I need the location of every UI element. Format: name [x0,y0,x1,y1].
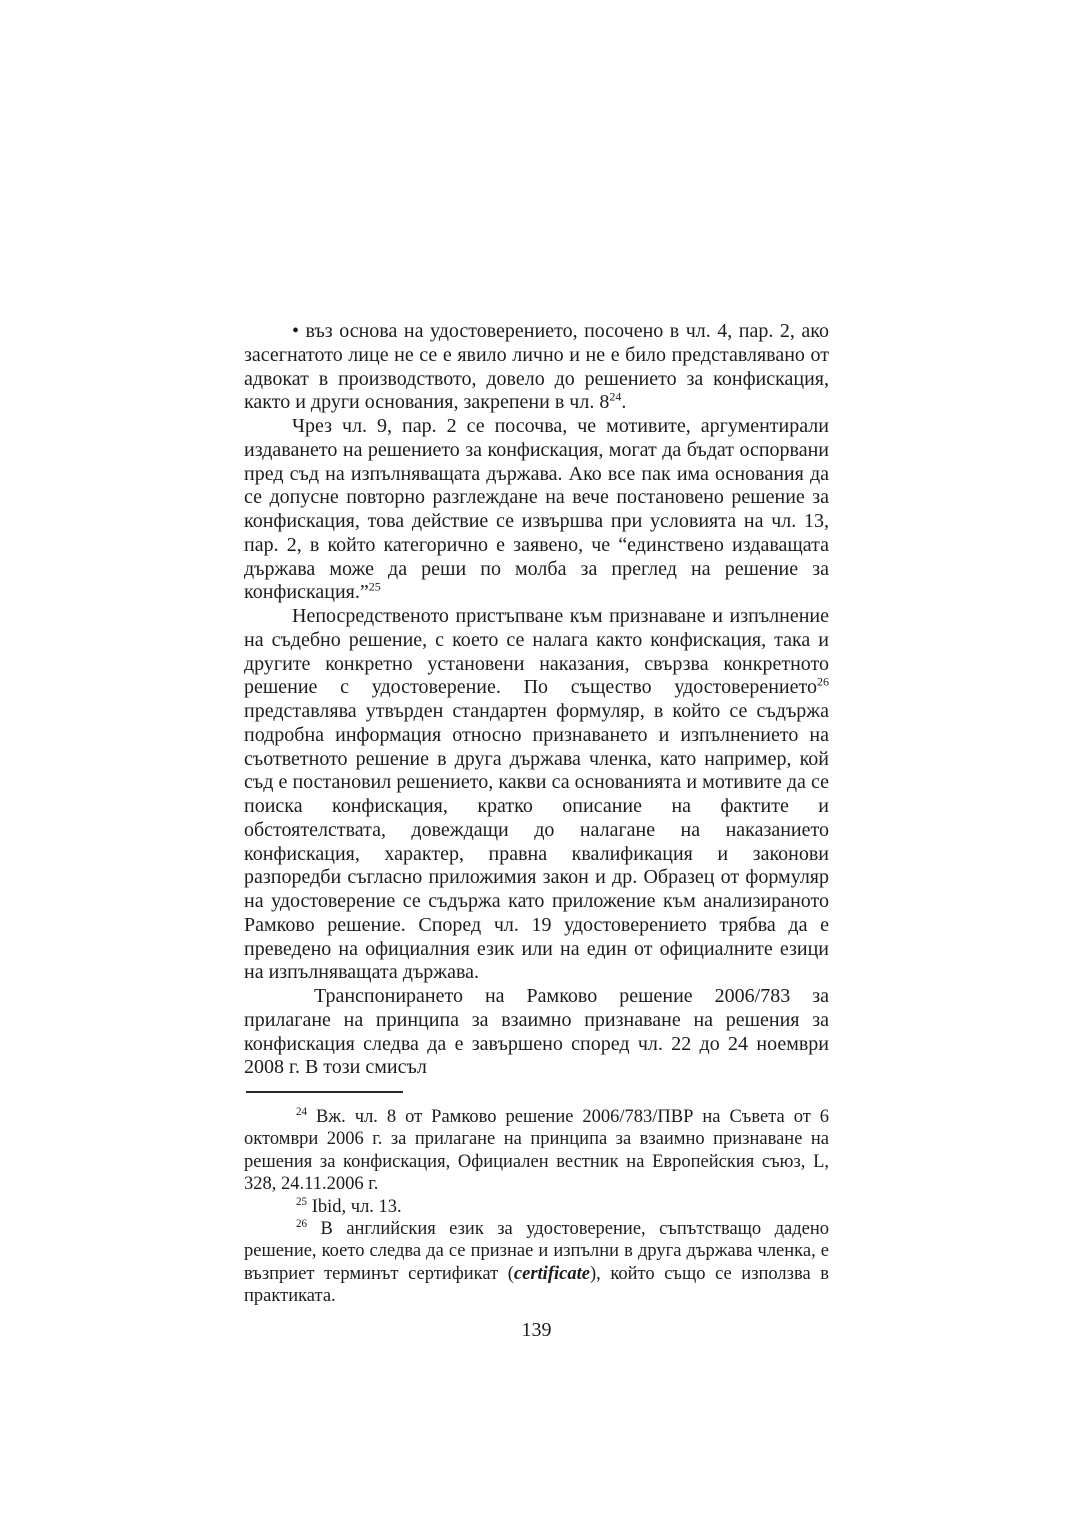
text-column [244,0,829,1342]
body-text [244,320,829,1080]
footnote-26: $^{26}$ В английския език за удостоверение, съпътстващо дадено решение, което следва да се признае и изпълни в друга държава членка, е възприет терминът сертификат (certificate), който също се използва в практиката. [244,1217,829,1307]
footnotes-section [244,1091,829,1308]
page-number: 139 [521,1318,552,1341]
paragraph-3: Непосредственото пристъпване към признаване и изпълнение на съдебно решение, с което се налага както конфискация, така и другите конкретно установени наказания, свързва конкретното решение с удостоверение. По същество удостоверението$^{26}$ представлява утвърден стандартен формуляр, в който се съдържа подробна информация относно признаването и изпълнението на съответното решение в друга държава членка, като например, кой съд е постановил решението, какви са основанията и мотивите да се поиска конфискация, кратко описание на фактите и обстоятелствата, довеждащи до налагане на наказанието конфискация, характер, правна квалификация и законови разпоредби съгласно приложимия закон и др. Образец от формуляр на удостоверение се съдържа като приложение към анализираното Рамково решение. Според чл. 19 удостоверението трябва да е преведено на официалния език или на един от официалните езици на изпълняващата държава. [244,605,829,984]
paragraph-2: Чрез чл. 9, пар. 2 се посочва, че мотивите, аргументирали издаването на решението за конфискация, могат да бъдат оспорвани пред съд на изпълняващата държава. Ако все пак има основания да се допусне повторно разглеждане на вече постановено решение за конфискация, това действие се извършва при условията на чл. 13, пар. 2, в който категорично е заявено, че “единствено издаващата държава може да реши по молба за преглед на решение за конфискация.”$^{25}$ [244,415,829,604]
paragraph-bullet-item: • въз основа на удостоверението, посочено в чл. 4, пар. 2, ако засегнатото лице не се е явило лично и не е било представлявано от адвокат в производството, довело до решението за конфискация, както и други основания, закрепени в чл. $8^{24}$. [244,320,829,414]
footnote-separator-rule [246,1091,403,1093]
footnote-24: $^{24}$ Вж. чл. 8 от Рамково решение 2006/783/ПВР на Съвета от 6 октомври 2006 г. за прилагане на принципа за взаимно признаване на решения за конфискация, Официален вестник на Европейския съюз, L, 328, 24.11.2006 г. [244,1105,829,1195]
footnote-25: $^{25}$ Ibid, чл. 13. [296,1195,402,1217]
paragraph-4: Транспонирането на Рамково решение 2006/783 за прилагане на принципа за взаимно признаване на решения за конфискация следва да е завършено според чл. 22 до 24 ноември 2008 г. В този смисъл [244,985,829,1079]
